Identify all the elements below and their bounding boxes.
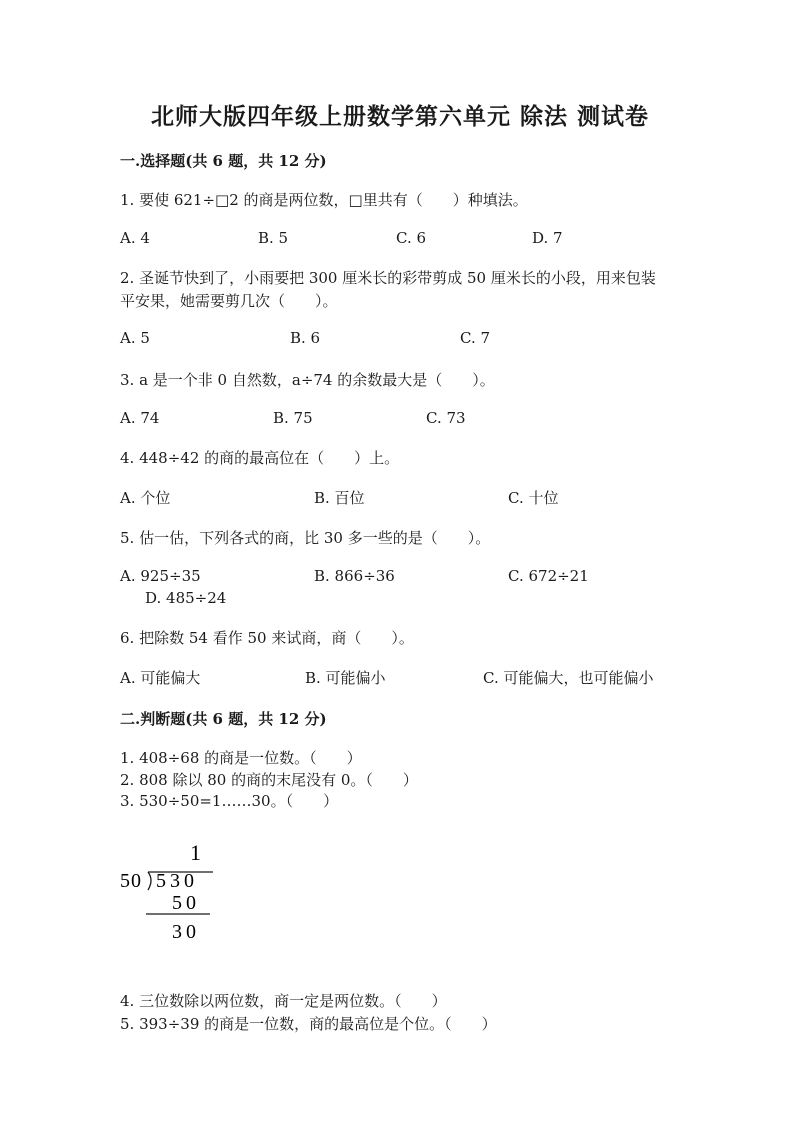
q1-option-c[interactable]: C. 6 [396, 229, 427, 247]
q4-option-a[interactable]: A. 个位 [120, 489, 171, 507]
q5-option-d[interactable]: D. 485÷24 [145, 589, 227, 607]
q2-option-a[interactable]: A. 5 [120, 329, 150, 347]
q1-option-a[interactable]: A. 4 [120, 229, 150, 247]
q2-option-c[interactable]: C. 7 [460, 329, 491, 347]
q1-option-d[interactable]: D. 7 [532, 229, 563, 247]
question-1: 1. 要使 621÷□2 的商是两位数，□里共有（ ）种填法。 [120, 191, 528, 209]
q3-option-b[interactable]: B. 75 [273, 409, 313, 427]
division-bracket [148, 872, 151, 890]
q3-option-a[interactable]: A. 74 [120, 409, 160, 427]
q5-option-b[interactable]: B. 866÷36 [314, 567, 395, 585]
q2-option-b[interactable]: B. 6 [290, 329, 321, 347]
long-division-figure [118, 838, 228, 948]
question-6: 6. 把除数 54 看作 50 来试商，商（ ）。 [120, 629, 414, 647]
q6-option-c[interactable]: C. 可能偏大，也可能偏小 [483, 669, 654, 687]
question-5: 5. 估一估，下列各式的商，比 30 多一些的是（ ）。 [120, 529, 491, 547]
q4-option-b[interactable]: B. 百位 [314, 489, 365, 507]
page-title: 北师大版四年级上册数学第六单元 除法 测试卷 [150, 103, 649, 130]
q6-option-b[interactable]: B. 可能偏小 [305, 669, 386, 687]
dividend-number: 530 [156, 870, 198, 892]
judgement-item-2: 2. 808 除以 80 的商的末尾没有 0。（ ） [120, 771, 418, 789]
question-2-line-1: 2. 圣诞节快到了，小雨要把 300 厘米长的彩带剪成 50 厘米长的小段，用来包装 [120, 269, 656, 287]
judgement-item-4: 4. 三位数除以两位数，商一定是两位数。（ ） [120, 992, 447, 1010]
q5-option-c[interactable]: C. 672÷21 [508, 567, 589, 585]
q1-option-b[interactable]: B. 5 [258, 229, 289, 247]
question-2-line-2: 平安果，她需要剪几次（ ）。 [120, 292, 338, 310]
question-4: 4. 448÷42 的商的最高位在（ ）上。 [120, 449, 400, 467]
section-heading-judgement: 二.判断题(共 6 题，共 12 分) [120, 710, 327, 728]
remainder-number: 30 [172, 921, 200, 943]
section-heading-choice: 一.选择题(共 6 题，共 12 分) [120, 152, 327, 170]
judgement-item-3: 3. 530÷50=1……30。（ ） [120, 792, 339, 810]
judgement-item-1: 1. 408÷68 的商是一位数。（ ） [120, 749, 362, 767]
divisor-number: 50 [120, 870, 142, 892]
q3-option-c[interactable]: C. 73 [426, 409, 466, 427]
question-3: 3. a 是一个非 0 自然数，a÷74 的余数最大是（ ）。 [120, 371, 495, 389]
q4-option-c[interactable]: C. 十位 [508, 489, 559, 507]
q6-option-a[interactable]: A. 可能偏大 [120, 669, 201, 687]
quotient-digit: 1 [190, 840, 201, 865]
judgement-item-5: 5. 393÷39 的商是一位数，商的最高位是个位。（ ） [120, 1015, 497, 1033]
product-number: 50 [172, 892, 200, 914]
q5-option-a[interactable]: A. 925÷35 [120, 567, 201, 585]
